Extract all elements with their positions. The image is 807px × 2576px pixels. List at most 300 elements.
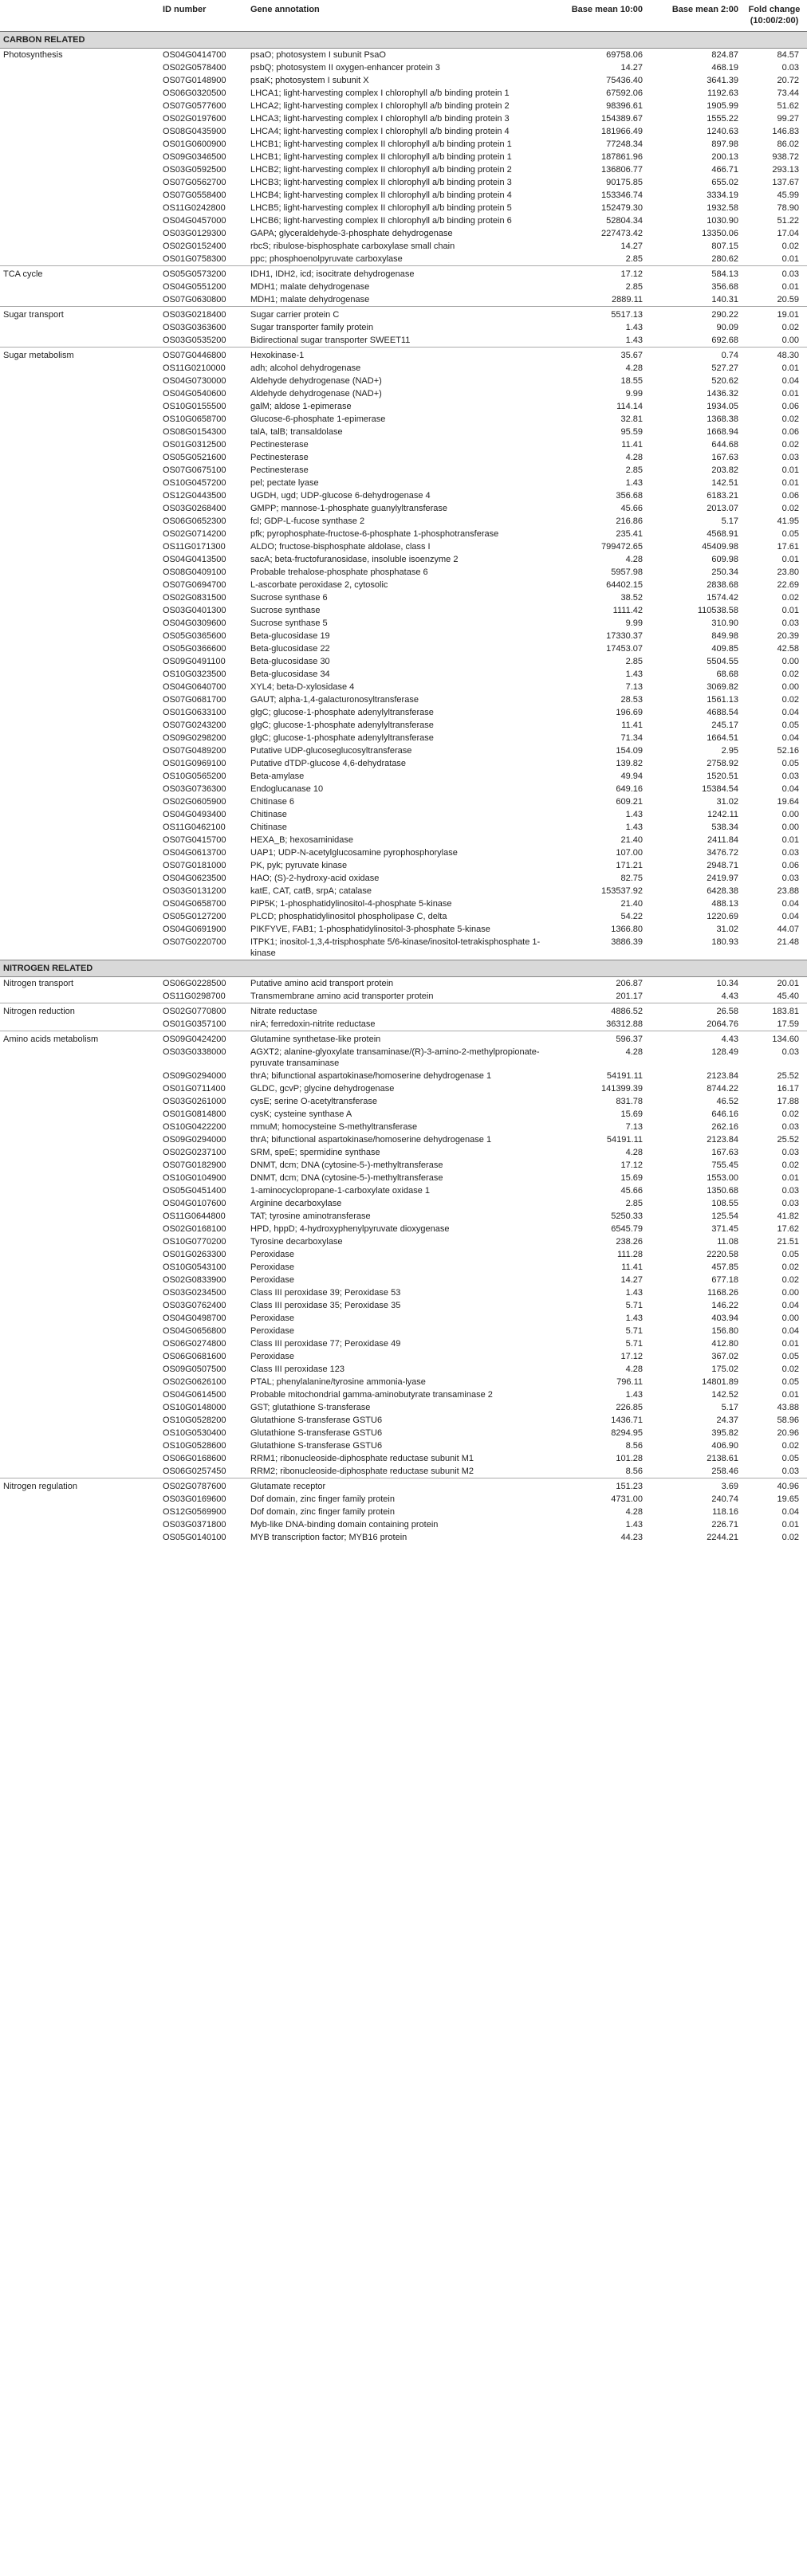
- category-cell: [0, 515, 159, 528]
- fold-change-cell: 23.88: [777, 886, 799, 896]
- table-row: [0, 897, 807, 910]
- base-mean-10-cell: 1.43: [625, 1520, 643, 1530]
- table-row: [0, 1070, 807, 1082]
- base-mean-10-cell: 90175.85: [606, 178, 643, 187]
- category-cell: [0, 795, 159, 808]
- category-cell: Nitrogen regulation: [0, 1478, 159, 1494]
- category-cell: [0, 783, 159, 795]
- id-number-cell: OS04G0493400: [163, 810, 226, 819]
- base-mean-10-cell: 77248.34: [606, 139, 643, 149]
- category-cell: [0, 655, 159, 668]
- base-mean-2-cell: 258.46: [711, 1467, 738, 1476]
- fold-change-cell: 0.02: [781, 1262, 799, 1272]
- base-mean-10-cell: 75436.40: [606, 76, 643, 85]
- base-mean-10-cell: 107.00: [616, 848, 643, 858]
- fold-change-cell: 0.01: [781, 282, 799, 292]
- base-mean-2-cell: 2123.84: [707, 1071, 738, 1081]
- fold-change-cell: 43.88: [777, 1403, 799, 1412]
- base-mean-10-cell: 5.71: [625, 1339, 643, 1349]
- base-mean-2-cell: 46.52: [716, 1097, 738, 1106]
- id-number-cell: OS02G0152400: [163, 242, 226, 251]
- fold-change-cell: 0.03: [781, 1122, 799, 1132]
- id-number-cell: OS04G0640700: [163, 682, 226, 692]
- base-mean-2-cell: 6183.21: [707, 491, 738, 501]
- id-number-cell: OS04G0309600: [163, 618, 226, 628]
- base-mean-10-cell: 2.85: [625, 254, 643, 264]
- id-number-cell: OS08G0435900: [163, 127, 226, 136]
- gene-annotation-cell: GST; glutathione S-transferase: [250, 1403, 371, 1412]
- id-number-cell: OS06G0681600: [163, 1352, 226, 1361]
- gene-annotation-cell: MDH1; malate dehydrogenase: [250, 282, 370, 292]
- category-cell: [0, 591, 159, 604]
- id-number-cell: OS10G0565200: [163, 772, 226, 781]
- table-row: [0, 642, 807, 655]
- category-cell: [0, 719, 159, 732]
- table-row: [0, 1325, 807, 1337]
- gene-annotation-cell: 1-aminocyclopropane-1-carboxylate oxidase 1: [250, 1186, 431, 1196]
- base-mean-2-cell: 1192.63: [707, 88, 738, 98]
- category-cell: [0, 400, 159, 413]
- category-cell: [0, 489, 159, 502]
- base-mean-10-cell: 4731.00: [611, 1494, 643, 1504]
- base-mean-2-cell: 31.02: [716, 925, 738, 934]
- category-cell: [0, 821, 159, 834]
- table-row: [0, 1108, 807, 1121]
- table-row: [0, 936, 807, 960]
- id-number-cell: OS06G0274800: [163, 1339, 226, 1349]
- fold-change-cell: 0.04: [781, 1301, 799, 1310]
- table-row: [0, 61, 807, 74]
- id-number-cell: OS01G0711400: [163, 1084, 226, 1094]
- base-mean-10-cell: 136806.77: [601, 165, 643, 175]
- base-mean-2-cell: 3069.82: [707, 682, 738, 692]
- fold-change-cell: 0.03: [781, 1467, 799, 1476]
- fold-change-cell: 0.02: [781, 1275, 799, 1285]
- fold-change-cell: 0.06: [781, 861, 799, 870]
- gene-annotation-cell: nirA; ferredoxin-nitrite reductase: [250, 1019, 376, 1029]
- gene-annotation-cell: LHCB4; light-harvesting complex II chlorophyll a/b binding protein 4: [250, 190, 512, 200]
- gene-annotation-cell: psbQ; photosystem II oxygen-enhancer protein 3: [250, 63, 440, 73]
- table-row: [0, 630, 807, 642]
- base-mean-10-cell: 101.28: [616, 1454, 643, 1463]
- category-cell: [0, 1261, 159, 1274]
- id-number-cell: OS09G0294000: [163, 1071, 226, 1081]
- base-mean-2-cell: 167.63: [711, 453, 738, 462]
- gene-annotation-cell: ITPK1; inositol-1,3,4-trisphosphate 5/6-kinase/inositol-tetrakisphosphate 1-kinase: [250, 937, 541, 958]
- gene-annotation-cell: Sucrose synthase 5: [250, 618, 328, 628]
- table-row: [0, 910, 807, 923]
- fold-change-cell: 0.05: [781, 1377, 799, 1387]
- base-mean-2-cell: 457.85: [711, 1262, 738, 1272]
- category-cell: [0, 1518, 159, 1531]
- base-mean-2-cell: 367.02: [711, 1352, 738, 1361]
- id-number-cell: OS11G0171300: [163, 542, 226, 552]
- table-row: [0, 1531, 807, 1544]
- gene-annotation-cell: cysK; cysteine synthase A: [250, 1109, 352, 1119]
- gene-annotation-cell: mmuM; homocysteine S-methyltransferase: [250, 1122, 418, 1132]
- table-row: [0, 253, 807, 266]
- table-row: [0, 1518, 807, 1531]
- table-row: [0, 783, 807, 795]
- base-mean-10-cell: 5250.33: [611, 1211, 643, 1221]
- base-mean-2-cell: 3476.72: [707, 848, 738, 858]
- base-mean-10-cell: 1.43: [625, 478, 643, 488]
- table-row: [0, 1452, 807, 1465]
- category-cell: Sugar transport: [0, 307, 159, 322]
- gene-annotation-cell: Class III peroxidase 77; Peroxidase 49: [250, 1339, 401, 1349]
- fold-change-cell: 17.59: [777, 1019, 799, 1029]
- base-mean-10-cell: 2.85: [625, 657, 643, 666]
- id-number-cell: OS07G0415700: [163, 835, 226, 845]
- base-mean-10-cell: 1.43: [625, 670, 643, 679]
- base-mean-10-cell: 52804.34: [606, 216, 643, 226]
- table-row: [0, 375, 807, 387]
- category-cell: [0, 693, 159, 706]
- gene-annotation-cell: Sugar carrier protein C: [247, 307, 550, 322]
- fold-change-cell: 99.27: [777, 114, 799, 124]
- id-number-cell: OS09G0507500: [163, 1365, 226, 1374]
- base-mean-2-cell: 2758.92: [707, 759, 738, 768]
- id-number-cell: OS04G0623500: [163, 874, 226, 883]
- fold-change-cell: 19.65: [777, 1494, 799, 1504]
- gene-annotation-cell: fcl; GDP-L-fucose synthase 2: [250, 516, 365, 526]
- table-row: [0, 977, 807, 991]
- gene-annotation-cell: glgC; glucose-1-phosphate adenylyltransferase: [250, 708, 434, 717]
- id-number-cell: OS07G0681700: [163, 695, 226, 705]
- table-row: [0, 281, 807, 293]
- base-mean-2-cell: 262.16: [711, 1122, 738, 1132]
- category-cell: [0, 1018, 159, 1031]
- header-base-mean-10: Base mean 10:00: [550, 0, 646, 32]
- gene-annotation-cell: L-ascorbate peroxidase 2, cytosolic: [250, 580, 388, 590]
- id-number-cell: OS05G0365600: [163, 631, 226, 641]
- base-mean-10-cell: 8.56: [625, 1441, 643, 1451]
- base-mean-10-cell: 1366.80: [611, 925, 643, 934]
- fold-change-cell: 19.01: [742, 307, 807, 322]
- table-body: [0, 32, 807, 1545]
- gene-annotation-cell: Glucose-6-phosphate 1-epimerase: [250, 414, 386, 424]
- gene-annotation-cell: Hexokinase-1: [247, 348, 550, 363]
- id-number-cell: OS04G0730000: [163, 376, 226, 386]
- base-mean-2-cell: 310.90: [711, 618, 738, 628]
- table-row: [0, 387, 807, 400]
- base-mean-10-cell: 3886.39: [611, 937, 643, 947]
- category-cell: [0, 240, 159, 253]
- base-mean-10-cell: 9.99: [625, 389, 643, 399]
- table-row: [0, 438, 807, 451]
- base-mean-10-cell: 98396.61: [606, 101, 643, 111]
- fold-change-cell: 0.04: [781, 708, 799, 717]
- id-number-cell: OS04G0656800: [163, 1326, 226, 1336]
- gene-annotation-cell: Glutathione S-transferase GSTU6: [250, 1428, 383, 1438]
- base-mean-2-cell: 371.45: [711, 1224, 738, 1234]
- base-mean-10-cell: 49.94: [620, 772, 643, 781]
- category-cell: [0, 1133, 159, 1146]
- fold-change-cell: 0.04: [781, 899, 799, 909]
- fold-change-cell: 0.05: [781, 1454, 799, 1463]
- base-mean-2-cell: 356.68: [711, 282, 738, 292]
- fold-change-cell: 21.48: [777, 937, 799, 947]
- category-cell: [0, 1414, 159, 1427]
- gene-annotation-cell: sacA; beta-fructofuranosidase, insoluble isoenzyme 2: [250, 555, 459, 564]
- fold-change-cell: 0.01: [781, 478, 799, 488]
- table-row: [0, 489, 807, 502]
- base-mean-10-cell: 44.23: [620, 1533, 643, 1542]
- category-cell: Nitrogen reduction: [0, 1003, 159, 1019]
- category-cell: [0, 253, 159, 266]
- fold-change-cell: 0.01: [781, 363, 799, 373]
- base-mean-10-cell: 14.27: [620, 242, 643, 251]
- base-mean-10-cell: 1.43: [625, 1390, 643, 1400]
- table-row: [0, 1121, 807, 1133]
- gene-annotation-cell: Putative amino acid transport protein: [250, 979, 394, 988]
- table-row: [0, 1159, 807, 1172]
- id-number-cell: OS02G0831500: [163, 593, 226, 603]
- fold-change-cell: 20.59: [777, 295, 799, 304]
- base-mean-10-cell: 4.28: [625, 453, 643, 462]
- id-number-cell: OS11G0462100: [163, 823, 226, 832]
- base-mean-2-cell: 1934.05: [707, 402, 738, 411]
- category-cell: Sugar metabolism: [0, 348, 159, 363]
- base-mean-2-cell: 520.62: [711, 376, 738, 386]
- category-cell: [0, 1312, 159, 1325]
- table-row: [0, 821, 807, 834]
- id-number-cell: OS09G0294000: [163, 1135, 226, 1145]
- category-cell: [0, 936, 159, 960]
- category-cell: [0, 189, 159, 202]
- table-row: [0, 1312, 807, 1325]
- base-mean-2-cell: 2138.61: [707, 1454, 738, 1463]
- fold-change-cell: 48.30: [742, 348, 807, 363]
- category-cell: [0, 681, 159, 693]
- gene-annotation-cell: ALDO; fructose-bisphosphate aldolase, class I: [250, 542, 431, 552]
- table-row: [0, 1146, 807, 1159]
- base-mean-2-cell: 1520.51: [707, 772, 738, 781]
- table-row: [0, 1274, 807, 1286]
- id-number-cell: OS03G0762400: [163, 1301, 226, 1310]
- fold-change-cell: 0.01: [781, 606, 799, 615]
- base-mean-10-cell: 2.85: [625, 1199, 643, 1208]
- fold-change-cell: 0.02: [781, 440, 799, 450]
- id-number-cell: OS10G0528600: [163, 1441, 226, 1451]
- gene-annotation-cell: GMPP; mannose-1-phosphate guanylyltransferase: [250, 504, 448, 513]
- base-mean-2-cell: 527.27: [711, 363, 738, 373]
- category-cell: [0, 1108, 159, 1121]
- id-number-cell: OS04G0498700: [163, 1314, 226, 1323]
- table-row: [0, 1223, 807, 1235]
- base-mean-10-cell: 15.69: [620, 1109, 643, 1119]
- base-mean-2-cell: 128.49: [711, 1047, 738, 1057]
- id-number-cell: OS06G0168600: [163, 1454, 226, 1463]
- category-cell: [0, 362, 159, 375]
- base-mean-2-cell: 4.43: [721, 992, 738, 1001]
- fold-change-cell: 0.02: [781, 1533, 799, 1542]
- category-cell: [0, 744, 159, 757]
- fold-change-cell: 0.00: [781, 1314, 799, 1323]
- category-cell: [0, 387, 159, 400]
- gene-annotation-cell: Class III peroxidase 39; Peroxidase 53: [250, 1288, 401, 1298]
- gene-annotation-cell: Aldehyde dehydrogenase (NAD+): [250, 376, 382, 386]
- gene-annotation-cell: katE, CAT, catB, srpA; catalase: [250, 886, 372, 896]
- id-number-cell: OS02G0197600: [163, 114, 226, 124]
- category-cell: [0, 1337, 159, 1350]
- base-mean-2-cell: 2419.97: [707, 874, 738, 883]
- fold-change-cell: 0.02: [781, 414, 799, 424]
- fold-change-cell: 25.52: [777, 1135, 799, 1145]
- base-mean-2-cell: 692.68: [711, 336, 738, 345]
- fold-change-cell: 42.58: [777, 644, 799, 654]
- gene-annotation-cell: LHCB6; light-harvesting complex II chlorophyll a/b binding protein 6: [250, 216, 512, 226]
- category-cell: [0, 502, 159, 515]
- category-cell: [0, 100, 159, 112]
- table-row: [0, 1401, 807, 1414]
- base-mean-10-cell: 196.69: [616, 708, 643, 717]
- base-mean-10-cell: 4.28: [625, 1148, 643, 1157]
- id-number-cell: OS04G0457000: [163, 216, 226, 226]
- table-row: [0, 413, 807, 426]
- base-mean-2-cell: 1220.69: [707, 912, 738, 921]
- category-cell: [0, 617, 159, 630]
- base-mean-2-cell: 584.13: [646, 266, 742, 281]
- id-number-cell: OS04G0540600: [163, 389, 226, 399]
- base-mean-2-cell: 226.71: [711, 1520, 738, 1530]
- category-cell: [0, 477, 159, 489]
- gene-annotation-cell: PIKFYVE, FAB1; 1-phosphatidylinositol-3-phosphate 5-kinase: [250, 925, 490, 934]
- gene-annotation-cell: Bidirectional sugar transporter SWEET11: [250, 336, 411, 345]
- gene-annotation-cell: LHCA3; light-harvesting complex I chlorophyll a/b binding protein 3: [250, 114, 510, 124]
- id-number-cell: OS01G0814800: [163, 1109, 226, 1119]
- fold-change-cell: 45.40: [777, 992, 799, 1001]
- table-row: [0, 1082, 807, 1095]
- base-mean-2-cell: 1436.32: [707, 389, 738, 399]
- base-mean-2-cell: 538.34: [711, 823, 738, 832]
- base-mean-10-cell: 35.67: [550, 348, 646, 363]
- base-mean-2-cell: 175.02: [711, 1365, 738, 1374]
- base-mean-2-cell: 1240.63: [707, 127, 738, 136]
- table-row: [0, 1439, 807, 1452]
- category-cell: [0, 757, 159, 770]
- category-cell: [0, 1439, 159, 1452]
- fold-change-cell: 17.04: [777, 229, 799, 238]
- category-cell: Nitrogen transport: [3, 979, 74, 988]
- id-number-cell: OS09G0424200: [159, 1031, 247, 1046]
- base-mean-10-cell: 45.66: [620, 1186, 643, 1196]
- table-row: [0, 49, 807, 62]
- gene-annotation-cell: Chitinase: [250, 823, 287, 832]
- id-number-cell: OS03G0363600: [163, 323, 226, 332]
- table-row: [0, 553, 807, 566]
- category-cell: [0, 910, 159, 923]
- gene-annotation-cell: PLCD; phosphatidylinositol phospholipase C, delta: [250, 912, 447, 921]
- table-row: [0, 1018, 807, 1031]
- gene-annotation-cell: AGXT2; alanine-glyoxylate transaminase/(R)-3-amino-2-methylpropionate-pyruvate transaminase: [250, 1047, 540, 1068]
- fold-change-cell: 20.01: [777, 979, 799, 988]
- category-cell: Amino acids metabolism: [0, 1031, 159, 1046]
- id-number-cell: OS07G0630800: [163, 295, 226, 304]
- base-mean-2-cell: 203.82: [711, 465, 738, 475]
- base-mean-2-cell: 1242.11: [707, 810, 738, 819]
- fold-change-cell: 0.01: [781, 1390, 799, 1400]
- base-mean-2-cell: 156.80: [711, 1326, 738, 1336]
- gene-annotation-cell: Beta-amylase: [250, 772, 305, 781]
- base-mean-2-cell: 11.08: [717, 1237, 738, 1247]
- base-mean-10-cell: 5.71: [625, 1326, 643, 1336]
- table-row: [0, 859, 807, 872]
- category-cell: [0, 923, 159, 936]
- base-mean-10-cell: 4.28: [625, 1047, 643, 1057]
- gene-annotation-cell: Peroxidase: [250, 1326, 295, 1336]
- category-cell: [0, 1401, 159, 1414]
- id-number-cell: OS07G0220700: [163, 937, 226, 947]
- table-row: [0, 834, 807, 846]
- table-row: [0, 795, 807, 808]
- category-cell: [0, 859, 159, 872]
- id-number-cell: OS09G0346500: [163, 152, 226, 162]
- fold-change-cell: 21.51: [777, 1237, 799, 1247]
- table-row: [0, 214, 807, 227]
- gene-annotation-cell: TAT; tyrosine aminotransferase: [250, 1211, 371, 1221]
- base-mean-10-cell: 6545.79: [611, 1224, 643, 1234]
- base-mean-2-cell: 2244.21: [707, 1533, 738, 1542]
- fold-change-cell: 293.13: [772, 165, 799, 175]
- base-mean-10-cell: 151.23: [550, 1478, 646, 1494]
- base-mean-10-cell: 1.43: [625, 823, 643, 832]
- base-mean-2-cell: 2123.84: [707, 1135, 738, 1145]
- gene-annotation-cell: GAPA; glyceraldehyde-3-phosphate dehydrogenase: [250, 229, 453, 238]
- base-mean-10-cell: 8.56: [625, 1467, 643, 1476]
- section-header: [0, 32, 807, 49]
- fold-change-cell: 0.00: [781, 657, 799, 666]
- fold-change-cell: 0.00: [781, 336, 799, 345]
- header-base-mean-2: Base mean 2:00: [646, 0, 742, 32]
- fold-change-cell: 0.02: [781, 323, 799, 332]
- id-number-cell: OS06G0652300: [163, 516, 226, 526]
- base-mean-10-cell: 596.37: [550, 1031, 646, 1046]
- gene-annotation-cell: HPD, hppD; 4-hydroxyphenylpyruvate dioxygenase: [250, 1224, 450, 1234]
- fold-change-cell: 0.03: [781, 772, 799, 781]
- table-row: [0, 240, 807, 253]
- gene-annotation-cell: Peroxidase: [250, 1275, 295, 1285]
- gene-annotation-cell: Myb-like DNA-binding domain containing protein: [250, 1520, 439, 1530]
- base-mean-10-cell: 1.43: [625, 336, 643, 345]
- id-number-cell: OS10G0528200: [163, 1416, 226, 1425]
- gene-annotation-cell: LHCB1; light-harvesting complex II chlorophyll a/b binding protein 1: [250, 152, 512, 162]
- base-mean-10-cell: 7.13: [625, 1122, 643, 1132]
- id-number-cell: OS03G0401300: [163, 606, 226, 615]
- gene-annotation-cell: HEXA_B; hexosaminidase: [250, 835, 354, 845]
- base-mean-2-cell: 4688.54: [707, 708, 738, 717]
- category-cell: [0, 808, 159, 821]
- category-cell: [0, 293, 159, 307]
- category-cell: [0, 227, 159, 240]
- base-mean-10-cell: 21.40: [620, 899, 643, 909]
- base-mean-10-cell: 17.12: [620, 1352, 643, 1361]
- table-row: [0, 846, 807, 859]
- table-row: [0, 990, 807, 1003]
- base-mean-10-cell: 1436.71: [611, 1416, 643, 1425]
- gene-annotation-cell: rbcS; ribulose-bisphosphate carboxylase small chain: [250, 242, 455, 251]
- gene-annotation-cell: Beta-glucosidase 34: [250, 670, 330, 679]
- table-row: [0, 189, 807, 202]
- table-row: [0, 74, 807, 87]
- id-number-cell: OS07G0181000: [163, 861, 226, 870]
- id-number-cell: OS06G0257450: [163, 1467, 226, 1476]
- category-cell: [0, 163, 159, 176]
- table-row: [0, 528, 807, 540]
- base-mean-10-cell: 8294.95: [611, 1428, 643, 1438]
- base-mean-2-cell: 13350.06: [702, 229, 738, 238]
- fold-change-cell: 0.04: [781, 733, 799, 743]
